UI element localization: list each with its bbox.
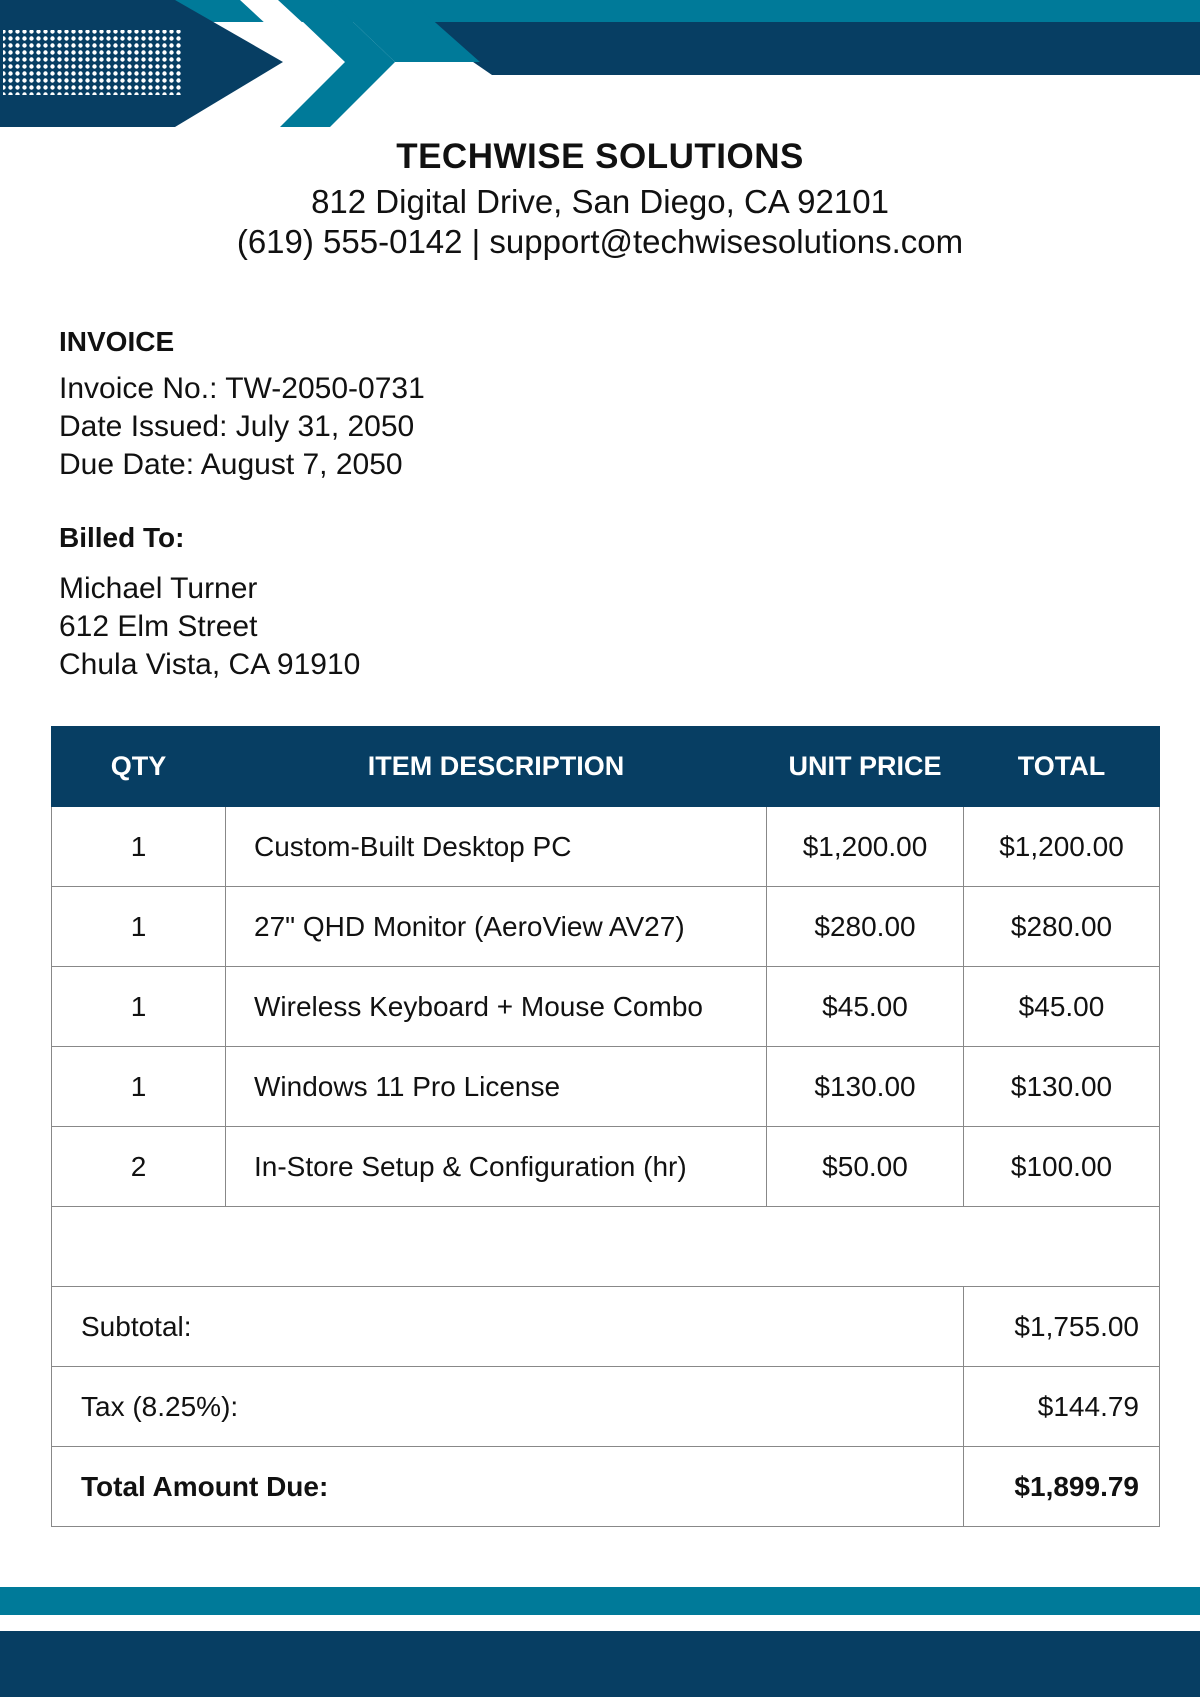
row-qty: 1: [52, 887, 226, 967]
table-row: [52, 887, 1160, 967]
row-qty: 2: [52, 1127, 226, 1207]
row-total: $130.00: [964, 1047, 1160, 1127]
billed-to-name: Michael Turner: [59, 572, 258, 605]
dot-grid-pattern: [3, 30, 183, 95]
row-unit-price: $280.00: [767, 887, 964, 967]
billed-to-city: Chula Vista, CA 91910: [59, 648, 361, 681]
company-header: [0, 132, 1200, 262]
subtotal-value: $1,755.00: [964, 1287, 1160, 1367]
row-description: In-Store Setup & Configuration (hr): [226, 1127, 767, 1207]
header-total: TOTAL: [964, 727, 1160, 807]
row-unit-price: $1,200.00: [767, 807, 964, 887]
header-qty: QTY: [52, 727, 226, 807]
row-unit-price: $130.00: [767, 1047, 964, 1127]
billed-to-street: 612 Elm Street: [59, 610, 258, 643]
invoice-info: [59, 322, 425, 484]
row-total: $280.00: [964, 887, 1160, 967]
row-description: Wireless Keyboard + Mouse Combo: [226, 967, 767, 1047]
row-total: $45.00: [964, 967, 1160, 1047]
company-name: TECHWISE SOLUTIONS: [396, 137, 804, 176]
row-qty: 1: [52, 967, 226, 1047]
table-row: [52, 807, 1160, 887]
total-due-value: $1,899.79: [964, 1447, 1160, 1527]
header-decoration: [0, 0, 1200, 130]
total-due-row: [52, 1447, 1160, 1527]
invoice-date-issued: Date Issued: July 31, 2050: [59, 410, 415, 443]
tax-label: Tax (8.25%):: [52, 1367, 964, 1447]
table-row: [52, 967, 1160, 1047]
footer-navy-bar: [0, 1631, 1200, 1697]
total-due-label: Total Amount Due:: [52, 1447, 964, 1527]
header-unit-price: UNIT PRICE: [767, 727, 964, 807]
tax-value: $144.79: [964, 1367, 1160, 1447]
tax-row: [52, 1367, 1160, 1447]
row-total: $100.00: [964, 1127, 1160, 1207]
header-item-description: ITEM DESCRIPTION: [226, 727, 767, 807]
table-row: [52, 1047, 1160, 1127]
row-description: 27" QHD Monitor (AeroView AV27): [226, 887, 767, 967]
row-qty: 1: [52, 807, 226, 887]
subtotal-label: Subtotal:: [52, 1287, 964, 1367]
row-total: $1,200.00: [964, 807, 1160, 887]
footer-teal-bar: [0, 1587, 1200, 1615]
row-unit-price: $45.00: [767, 967, 964, 1047]
row-description: Windows 11 Pro License: [226, 1047, 767, 1127]
invoice-heading: INVOICE: [59, 326, 175, 357]
company-contact: (619) 555-0142 | support@techwisesolutions.com: [236, 223, 964, 260]
invoice-due-date: Due Date: August 7, 2050: [59, 448, 403, 481]
row-description: Custom-Built Desktop PC: [226, 807, 767, 887]
empty-row: [52, 1207, 1160, 1287]
table-header-row: [52, 727, 1160, 807]
items-table: [51, 726, 1160, 1527]
company-address: 812 Digital Drive, San Diego, CA 92101: [311, 183, 889, 220]
subtotal-row: [52, 1287, 1160, 1367]
row-unit-price: $50.00: [767, 1127, 964, 1207]
billed-to: [59, 518, 360, 684]
invoice-number: Invoice No.: TW-2050-0731: [59, 372, 425, 405]
row-qty: 1: [52, 1047, 226, 1127]
table-row: [52, 1127, 1160, 1207]
empty-cell: [52, 1207, 1160, 1287]
billed-to-heading: Billed To:: [59, 522, 185, 553]
